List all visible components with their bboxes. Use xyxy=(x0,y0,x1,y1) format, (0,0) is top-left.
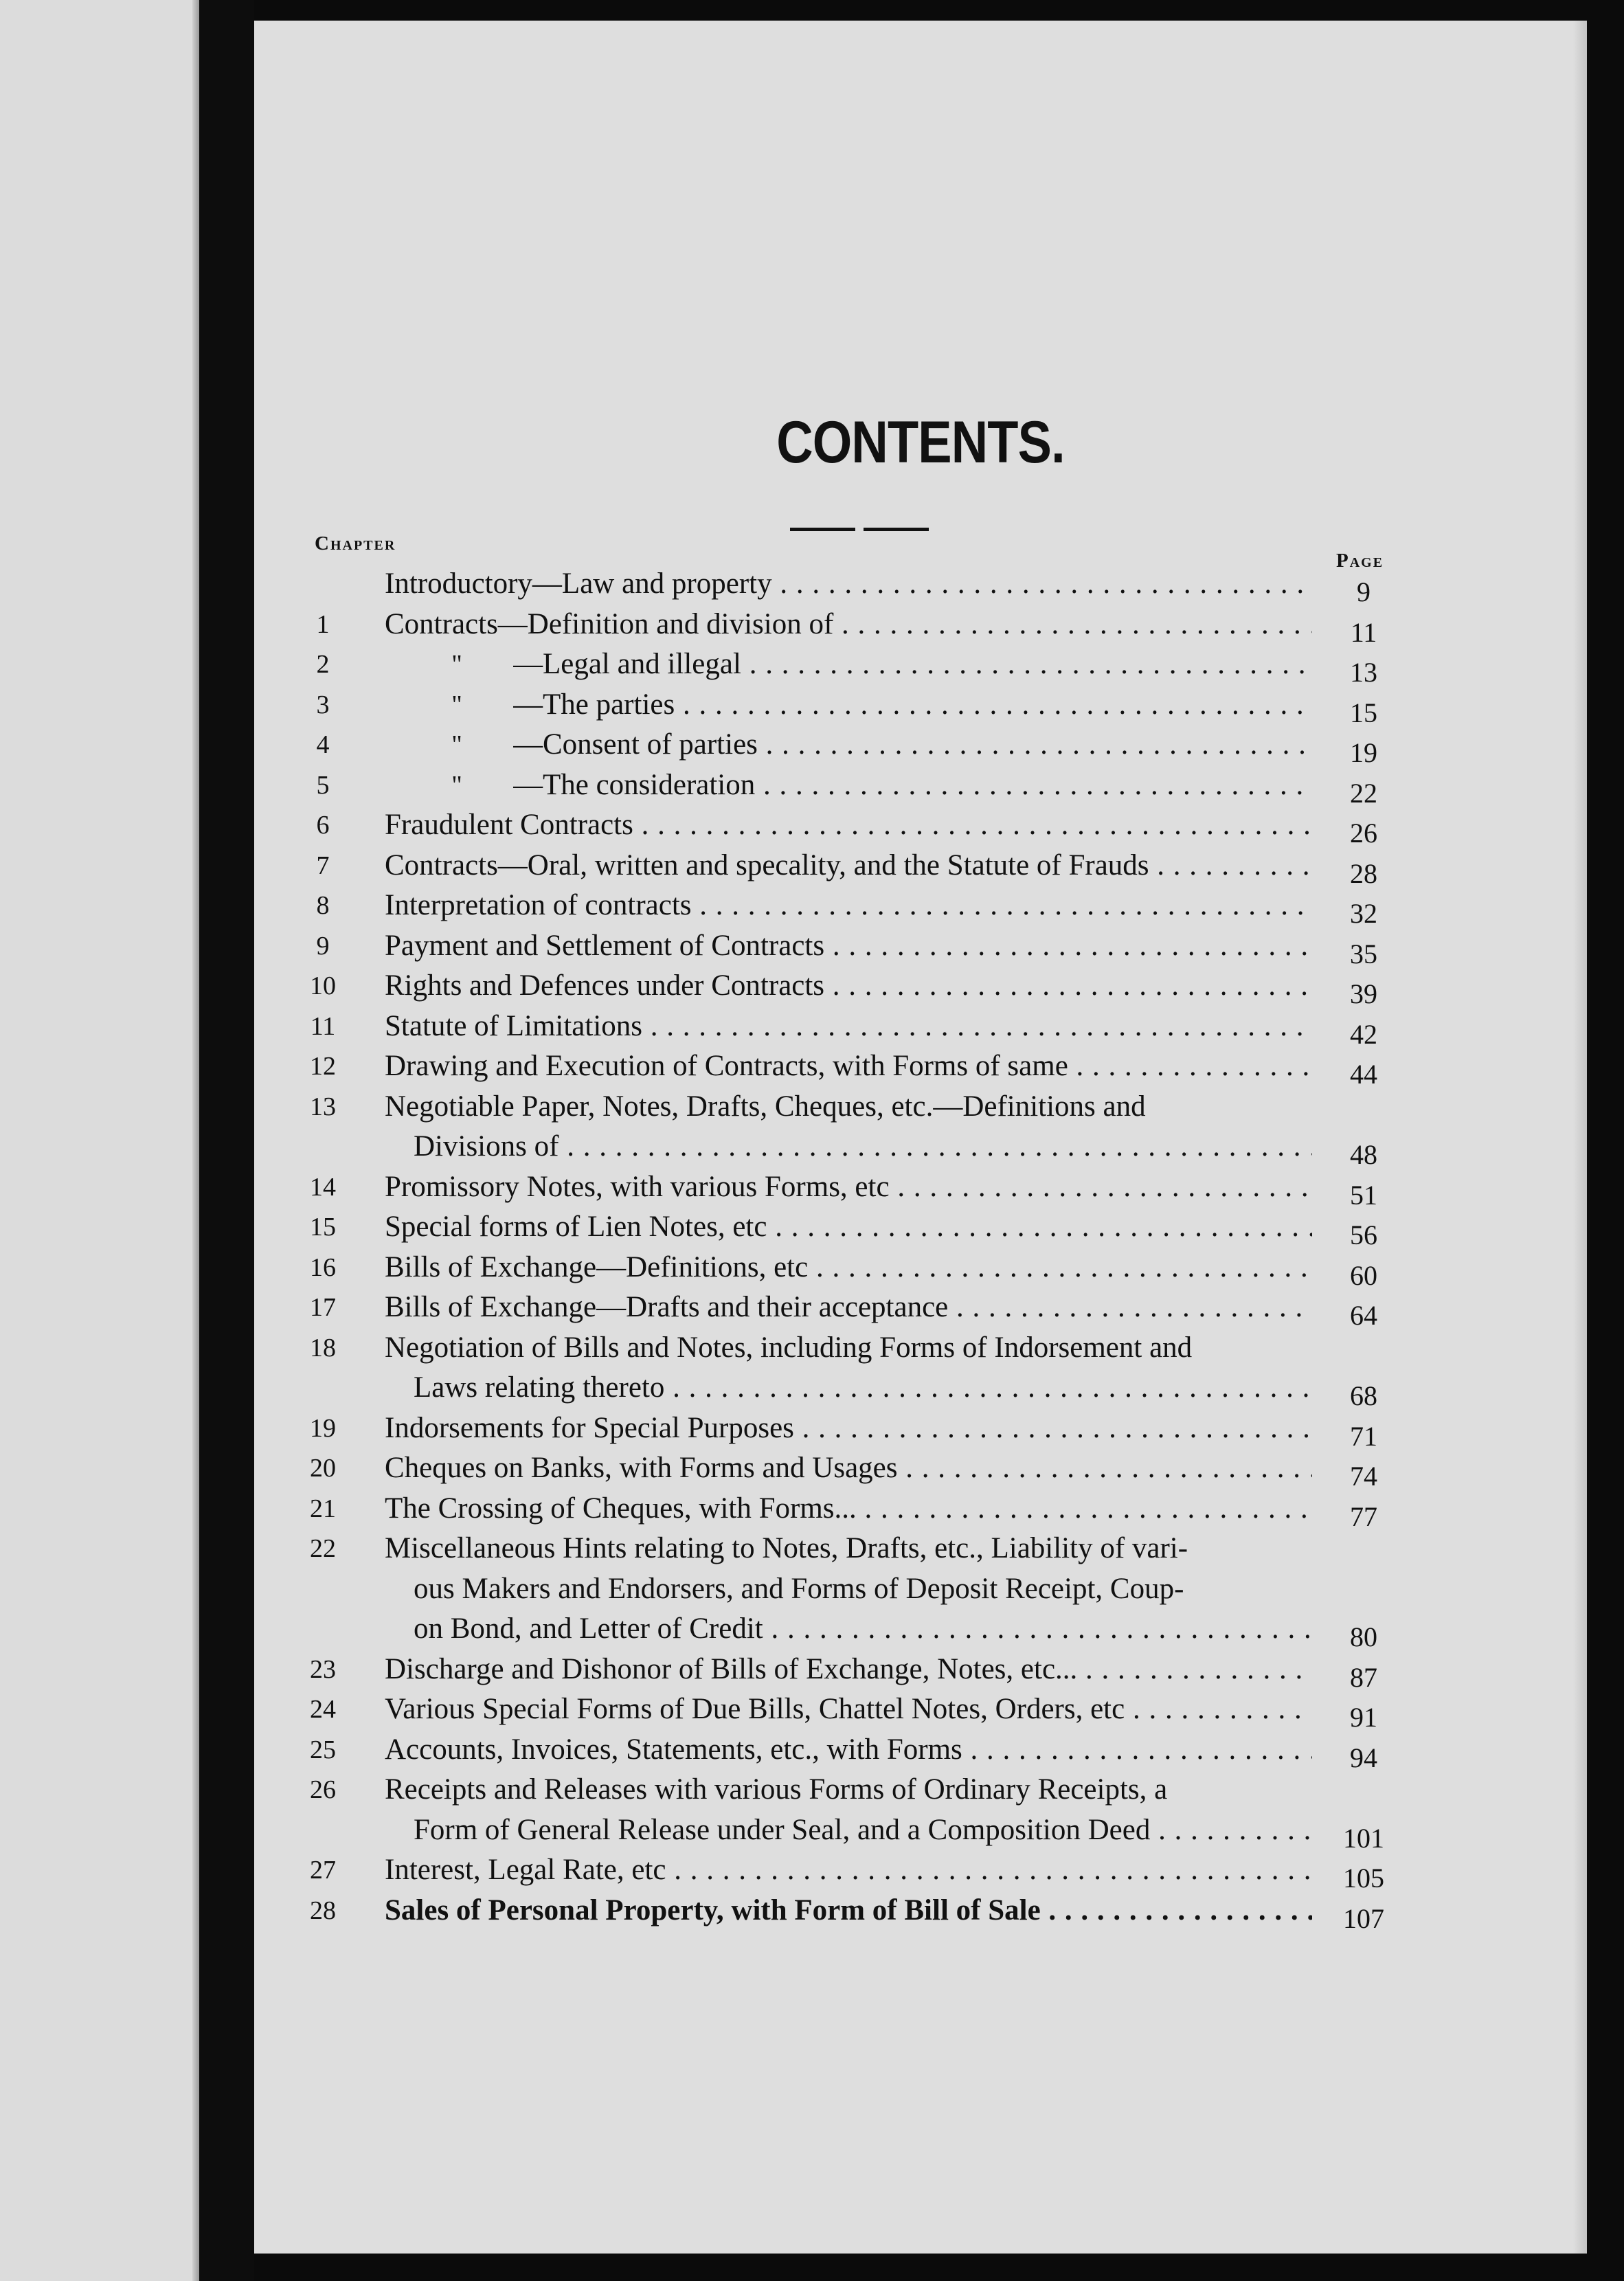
entry-title: Special forms of Lien Notes, etc . . . xyxy=(385,1206,1312,1248)
page-number: 64 xyxy=(1350,1300,1377,1331)
toc-entry xyxy=(254,1046,1587,1090)
chapter-number: 9 xyxy=(316,931,330,960)
toc-entry xyxy=(254,724,1587,768)
chapter-number: 4 xyxy=(316,730,330,759)
contents-page xyxy=(254,21,1587,2254)
toc-entry xyxy=(254,1086,1587,1170)
chapter-number: 22 xyxy=(310,1534,336,1563)
page-number: 19 xyxy=(1350,737,1377,768)
page-number: 60 xyxy=(1350,1259,1377,1291)
page-number: 87 xyxy=(1350,1661,1377,1693)
entry-title: Introductory—Law and property . . . xyxy=(385,563,1312,605)
toc-entry xyxy=(254,1528,1587,1652)
ditto-mark: " xyxy=(451,770,462,800)
entry-title: Statute of Limitations . . . xyxy=(385,1006,1312,1047)
page-number: 91 xyxy=(1350,1702,1377,1733)
entry-title: Receipts and Releases with various Forms of Ordinary Receipts, a xyxy=(385,1773,1168,1806)
entry-title: —Legal and illegal . . . xyxy=(513,644,1310,685)
toc-entry xyxy=(254,1689,1587,1733)
page-number: 80 xyxy=(1350,1621,1377,1652)
page-number: 71 xyxy=(1350,1420,1377,1452)
toc-entry xyxy=(254,1769,1587,1854)
chapter-number: 3 xyxy=(316,690,330,719)
chapter-column-header: Chapter xyxy=(315,532,396,554)
page-number: 68 xyxy=(1350,1380,1377,1411)
chapter-number: 10 xyxy=(310,971,336,1000)
chapter-number: 24 xyxy=(310,1695,336,1724)
page-number: 15 xyxy=(1350,697,1377,728)
entry-title: Interest, Legal Rate, etc . . . xyxy=(385,1850,1312,1891)
toc-entry xyxy=(254,1729,1587,1773)
chapter-number: 5 xyxy=(316,770,330,800)
entry-title: Rights and Defences under Contracts . . . xyxy=(385,965,1312,1007)
entry-title: Payment and Settlement of Contracts . . . xyxy=(385,925,1312,967)
chapter-number: 28 xyxy=(310,1896,336,1925)
chapter-number: 19 xyxy=(310,1413,336,1443)
toc-entry xyxy=(254,845,1587,889)
entry-title: Contracts—Definition and division of . . . xyxy=(385,604,1312,645)
page-number: 44 xyxy=(1350,1059,1377,1090)
table-of-contents xyxy=(254,21,1587,2254)
toc-entry xyxy=(254,684,1587,728)
toc-entry xyxy=(254,765,1587,809)
toc-entry xyxy=(254,965,1587,1009)
entry-title: Negotiable Paper, Notes, Drafts, Cheques, etc.—Definitions and xyxy=(385,1090,1146,1123)
entry-title: Form of General Release under Seal, and a Composition Deed . . . xyxy=(414,1810,1312,1851)
page-number: 13 xyxy=(1350,657,1377,688)
entry-title: Bills of Exchange—Drafts and their acceptance . . . xyxy=(385,1287,1312,1328)
page-number: 11 xyxy=(1350,616,1377,648)
chapter-number: 21 xyxy=(310,1494,336,1523)
entry-title: Indorsements for Special Purposes . . . xyxy=(385,1408,1312,1449)
chapter-number: 16 xyxy=(310,1252,336,1282)
page-number: 35 xyxy=(1350,938,1377,969)
chapter-number: 17 xyxy=(310,1293,336,1322)
page-number: 101 xyxy=(1343,1822,1384,1854)
toc-entry xyxy=(254,644,1587,688)
toc-entry xyxy=(254,885,1587,929)
page-number: 28 xyxy=(1350,857,1377,889)
entry-title: Fraudulent Contracts . . . xyxy=(385,805,1312,846)
ditto-mark: " xyxy=(451,650,462,679)
chapter-number: 27 xyxy=(310,1856,336,1885)
page-number: 48 xyxy=(1350,1139,1377,1170)
entry-title: Promissory Notes, with various Forms, etc . . . xyxy=(385,1167,1312,1208)
chapter-number: 14 xyxy=(310,1172,336,1202)
page-number: 74 xyxy=(1350,1461,1377,1492)
toc-entry xyxy=(254,1488,1587,1532)
entry-title: —Consent of parties . . . xyxy=(513,724,1310,765)
entry-title: Laws relating thereto . . . xyxy=(414,1367,1312,1408)
entry-title: Sales of Personal Property, with Form of Bill of Sale . . . xyxy=(385,1890,1312,1931)
page-number: 107 xyxy=(1343,1902,1384,1934)
page-title: CONTENTS. xyxy=(776,409,1065,475)
entry-title: Negotiation of Bills and Notes, including Forms of Indorsement and xyxy=(385,1331,1193,1364)
page-number: 77 xyxy=(1350,1501,1377,1532)
toc-entry xyxy=(254,1448,1587,1492)
toc-entry xyxy=(254,604,1587,648)
toc-entry xyxy=(254,1206,1587,1250)
toc-entry xyxy=(254,1649,1587,1693)
chapter-number: 8 xyxy=(316,891,330,920)
page-number: 26 xyxy=(1350,818,1377,849)
entry-title: —The consideration . . . xyxy=(513,765,1310,806)
page-number: 56 xyxy=(1350,1220,1377,1250)
chapter-number: 15 xyxy=(310,1213,336,1241)
chapter-number: 12 xyxy=(310,1052,336,1081)
toc-entry xyxy=(254,563,1587,607)
chapter-number: 6 xyxy=(316,811,330,840)
toc-entry xyxy=(254,1167,1587,1211)
entry-title: Miscellaneous Hints relating to Notes, Drafts, etc., Liability of vari- xyxy=(385,1532,1188,1564)
toc-entry xyxy=(254,1287,1587,1331)
chapter-number: 23 xyxy=(310,1654,336,1684)
entry-title: Drawing and Execution of Contracts, with Forms of same . . . xyxy=(385,1046,1312,1087)
page-number: 42 xyxy=(1350,1018,1377,1050)
toc-entry xyxy=(254,1327,1587,1411)
page-number: 39 xyxy=(1350,978,1377,1009)
page-number: 32 xyxy=(1350,898,1377,929)
chapter-number: 26 xyxy=(310,1775,336,1804)
page-number: 94 xyxy=(1350,1742,1377,1773)
entry-title: Bills of Exchange—Definitions, etc . . . xyxy=(385,1247,1312,1288)
entry-title: Various Special Forms of Due Bills, Chattel Notes, Orders, etc . . . xyxy=(385,1689,1312,1730)
entry-title: Discharge and Dishonor of Bills of Exchange, Notes, etc... . . . xyxy=(385,1649,1312,1690)
entry-title: on Bond, and Letter of Credit . . . xyxy=(414,1608,1312,1650)
toc-entry xyxy=(254,925,1587,969)
chapter-number: 11 xyxy=(310,1011,336,1041)
ditto-mark: " xyxy=(451,730,462,759)
chapter-number: 18 xyxy=(310,1333,336,1362)
chapter-number: 7 xyxy=(316,851,330,880)
ditto-mark: " xyxy=(451,690,462,719)
page-column-header: Page xyxy=(1336,550,1384,572)
book-gutter xyxy=(199,0,254,2281)
toc-entry xyxy=(254,1850,1587,1894)
chapter-number: 2 xyxy=(316,650,330,679)
page-number: 105 xyxy=(1343,1863,1384,1894)
toc-entry xyxy=(254,1890,1587,1934)
chapter-number: 13 xyxy=(310,1092,336,1121)
toc-entry xyxy=(254,1006,1587,1050)
chapter-number: 1 xyxy=(316,609,330,639)
page-number: 51 xyxy=(1350,1179,1377,1211)
toc-entry xyxy=(254,805,1587,849)
entry-title: The Crossing of Cheques, with Forms... . . . xyxy=(385,1488,1312,1529)
entry-title: Accounts, Invoices, Statements, etc., with Forms . . . xyxy=(385,1729,1312,1771)
entry-title: Interpretation of contracts . . . xyxy=(385,885,1312,926)
facing-page-edge xyxy=(0,0,199,2281)
toc-entry xyxy=(254,1408,1587,1452)
page-number: 9 xyxy=(1357,576,1371,607)
toc-entry xyxy=(254,1247,1587,1291)
chapter-number: 25 xyxy=(310,1735,336,1764)
chapter-number: 20 xyxy=(310,1454,336,1483)
page-number: 22 xyxy=(1350,777,1377,809)
entry-title: ous Makers and Endorsers, and Forms of Deposit Receipt, Coup- xyxy=(414,1572,1184,1605)
entry-title: —The parties . . . xyxy=(513,684,1310,726)
entry-title: Contracts—Oral, written and specality, and the Statute of Frauds . . . xyxy=(385,845,1312,886)
entry-title: Divisions of . . . xyxy=(414,1126,1312,1167)
entry-title: Cheques on Banks, with Forms and Usages . . . xyxy=(385,1448,1312,1489)
